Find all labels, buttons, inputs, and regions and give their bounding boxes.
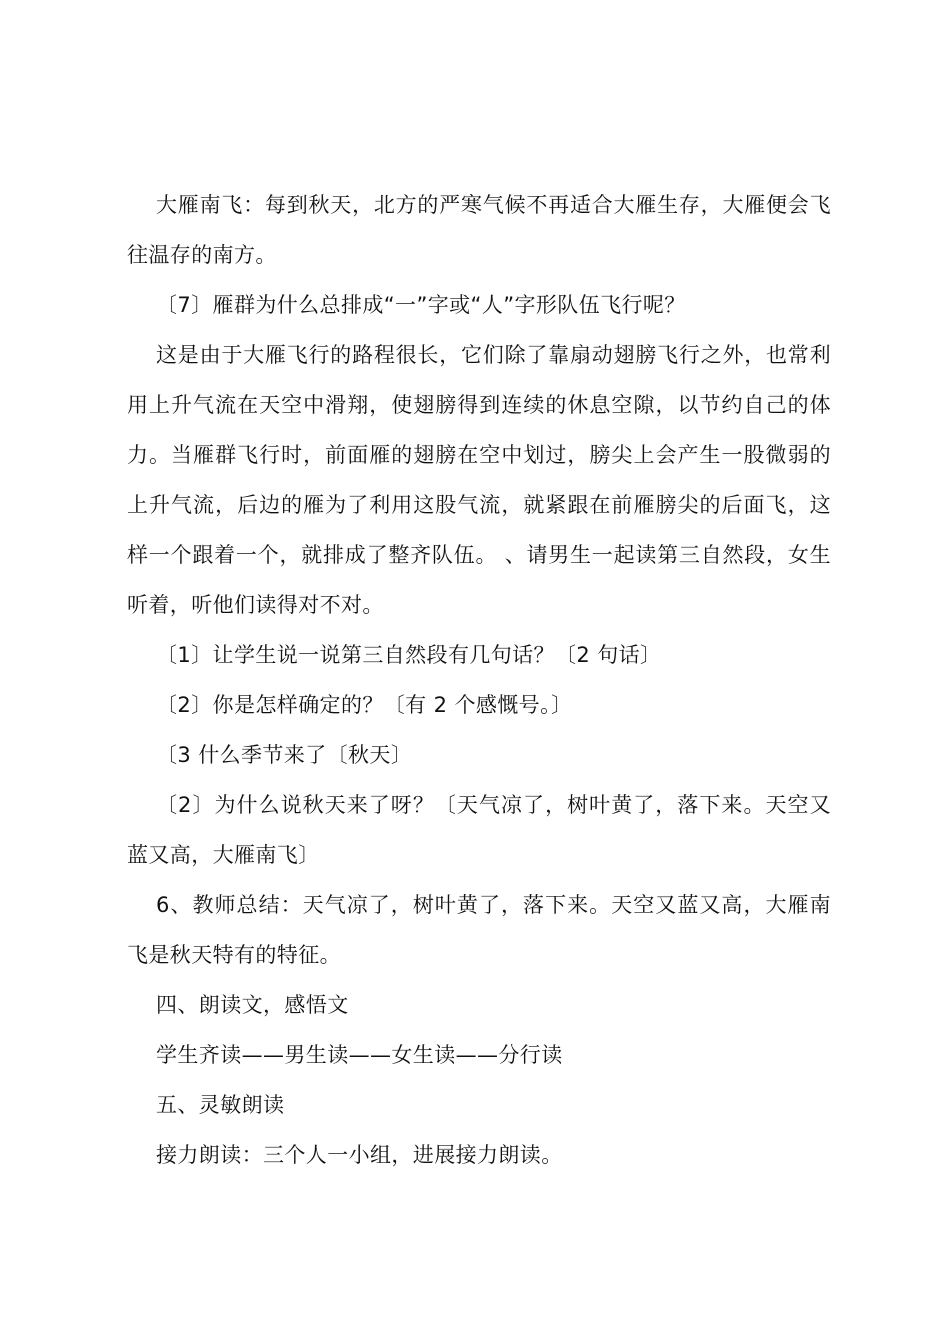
document-body — [127, 180, 831, 1180]
paragraph-item-2: 〔2〕你是怎样确定的？〔有 2 个感慨号。〕 — [156, 693, 573, 717]
section-heading-four: 四、朗读文，感悟文 — [156, 993, 349, 1017]
paragraph-teacher-summary: 6、教师总结：天气凉了，树叶黄了，落下来。天空又蓝又高，大雁南飞是秋天特有的特征。 — [127, 893, 831, 967]
paragraph-relay-reading: 接力朗读：三个人一小组，进展接力朗读。 — [156, 1143, 563, 1167]
paragraph-question-7: 〔7〕雁群为什么总排成“一”字或“人”字形队伍飞行呢？ — [156, 293, 686, 317]
paragraph-item-1: 〔1〕让学生说一说第三自然段有几句话？〔2 句话〕 — [156, 643, 662, 667]
paragraph-reading-order: 学生齐读——男生读——女生读——分行读 — [156, 1043, 563, 1067]
paragraph-item-2b: 〔2〕为什么说秋天来了呀？〔天气凉了，树叶黄了，落下来。天空又蓝又高，大雁南飞〕 — [127, 793, 831, 867]
paragraph-explanation: 这是由于大雁飞行的路程很长，它们除了靠扇动翅膀飞行之外，也常利用上升气流在天空中滑翔，使翅膀得到连续的休息空隙，以节约自己的体力。当雁群飞行时，前面雁的翅膀在空中划过，膀尖上会产生一股微弱的上升气流，后边的雁为了利用这股气流，就紧跟在前雁膀尖的后面飞，这样一个跟着一个，就排成了整齐队伍。 、请男生一起读第三自然段，女生听着，听他们读得对不对。 — [127, 343, 831, 617]
paragraph-wild-geese: 大雁南飞：每到秋天，北方的严寒气候不再适合大雁生存，大雁便会飞往温存的南方。 — [127, 193, 831, 267]
section-heading-five: 五、灵敏朗读 — [156, 1093, 285, 1117]
paragraph-item-3: 〔3 什么季节来了〔秋天〕 — [156, 743, 413, 767]
